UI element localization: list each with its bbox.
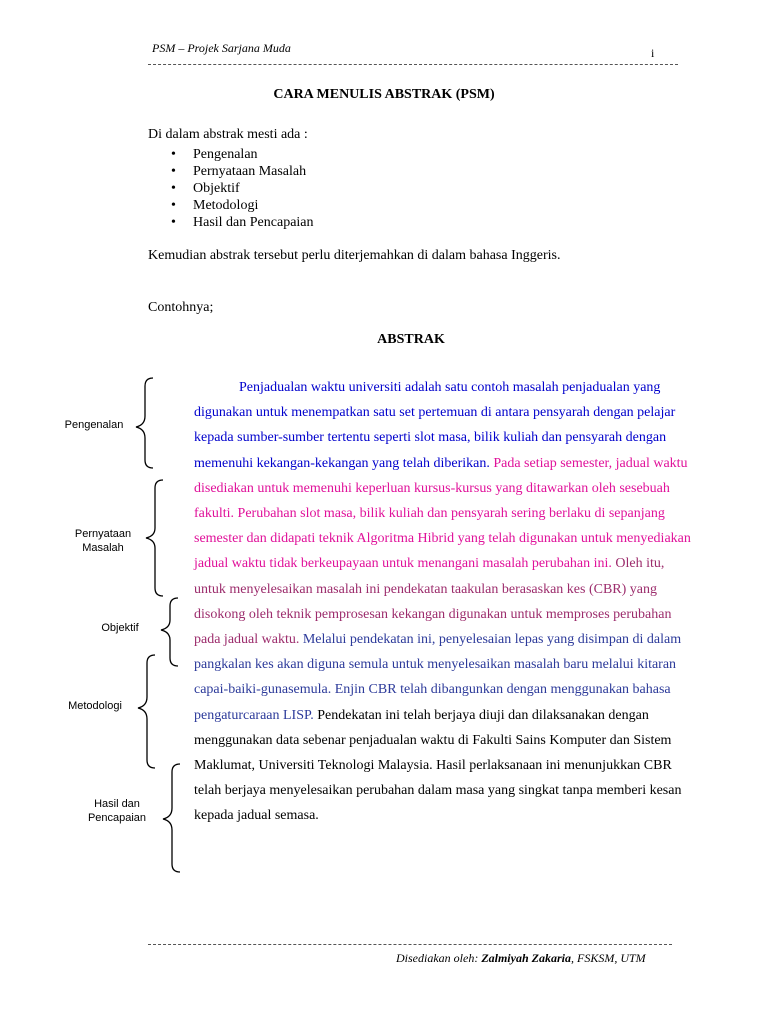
list-item: • Pernyataan Masalah	[148, 163, 314, 180]
list-item: • Pengenalan	[148, 146, 314, 163]
label-objektif: Objektif	[101, 622, 139, 634]
segment-pengenalan: Penjadualan waktu universiti adalah satu contoh masalah penjadualan yang digunakan untuk menempatkan satu set pertemuan di antara pensyarah dengan pelajar kepada sumber-sumber tertentu seperti slot masa, bilik kuliah dan pensyarah dengan memenuhi kekangan-kekangan yang telah diberikan.	[194, 380, 676, 471]
example-label: Contohnya;	[148, 300, 214, 315]
bracket-pernyataan	[146, 480, 163, 596]
intro-text: Di dalam abstrak mesti ada :	[148, 127, 308, 142]
header-title: PSM – Projek Sarjana Muda	[152, 41, 291, 55]
page-number: i	[651, 46, 655, 60]
segment-hasil: Pendekatan ini telah berjaya diuji dan dilaksanakan dengan menggunakan data sebenar penjadualan waktu di Fakulti Sains Komputer dan Sistem Maklumat, Universiti Teknologi Malaysia. Hasil perlaksanaan ini menunjukkan CBR telah berjaya menyelesaikan perubahan dalam masa yang singkat tanpa memberi kesan kepada jadual semasa.	[194, 707, 682, 824]
page-title: CARA MENULIS ABSTRAK (PSM)	[273, 87, 495, 102]
label-pengenalan: Pengenalan	[64, 419, 124, 431]
footer-credit: Disediakan oleh: Zalmiyah Zakaria, FSKSM, UTM	[396, 951, 646, 965]
segment-objektif: Oleh itu, untuk menyelesaikan masalah ini pendekatan taakulan berasaskan kes (CBR) yang disokong oleh teknik pemprosesan kekangan digunakan untuk memproses perubahan pada jadual waktu.	[194, 556, 672, 648]
label-hasil-1: Hasil dan	[94, 798, 140, 810]
segment-metodologi: Melalui pendekatan ini, penyelesaian lepas yang disimpan di dalam pangkalan kes akan diguna semula untuk menyelesaikan masalah baru melalui kitaran capai-baiki-gunasemula. Enjin CBR telah dibangunkan dengan menggunakan bahasa pengaturcaraan LISP.	[194, 632, 682, 723]
translate-note: Kemudian abstrak tersebut perlu diterjemahkan di dalam bahasa Inggeris.	[148, 248, 561, 263]
label-pernyataan-2: Masalah	[82, 542, 124, 554]
segment-pernyataan: Pada setiap semester, jadual waktu disediakan untuk memenuhi keperluan kursus-kursus yang ditawarkan oleh sesebuah fakulti. Perubahan slot masa, bilik kuliah dan pensyarah sering berlaku di sepanjang semester dan didapati teknik Algoritma Hibrid yang telah digunakan untuk menyediakan jadual waktu tidak berkeupayaan untuk menangani masalah perubahan ini.	[194, 455, 691, 572]
bracket-pengenalan	[136, 378, 153, 468]
bracket-objektif	[161, 598, 178, 666]
list-item: • Hasil dan Pencapaian	[148, 214, 314, 231]
abstract-heading: ABSTRAK	[377, 332, 445, 347]
list-item: • Objektif	[148, 180, 314, 197]
label-metodologi: Metodologi	[68, 700, 122, 712]
list-item: • Metodologi	[148, 197, 314, 214]
bracket-metodologi	[138, 655, 155, 768]
footer-divider	[148, 944, 672, 945]
label-hasil-2: Pencapaian	[87, 812, 147, 824]
label-pernyataan-1: Pernyataan	[74, 528, 132, 540]
bracket-hasil	[163, 764, 180, 872]
